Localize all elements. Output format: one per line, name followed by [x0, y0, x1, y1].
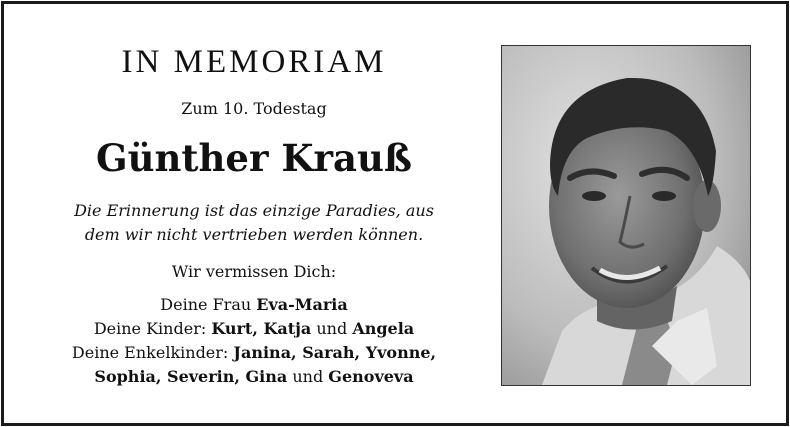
anniversary-line: Zum 10. Todestag — [181, 99, 327, 118]
grandchildren-last: Genoveva — [328, 367, 414, 386]
family-list — [34, 293, 474, 389]
child-last: Angela — [352, 319, 415, 338]
memoriam-heading: IN MEMORIAM — [121, 44, 387, 80]
deceased-name: Günther Krauß — [96, 136, 412, 180]
miss-you-line: Wir vermissen Dich: — [171, 262, 337, 281]
portrait-photo — [501, 45, 751, 386]
grandchildren-and: und — [287, 367, 329, 386]
grandchildren-prefix: Deine Enkelkinder: — [71, 343, 234, 362]
quote-line-2: dem wir nicht vertrieben werden können. — [84, 225, 424, 244]
wife-name: Eva-Maria — [256, 295, 348, 314]
grandchildren-names-2: Sophia, Severin, Gina — [94, 367, 288, 386]
children-names: Kurt, Katja — [211, 319, 312, 338]
wife-line — [34, 293, 474, 317]
quote-line-1: Die Erinnerung ist das einzige Paradies, aus — [74, 201, 434, 220]
obituary-frame — [1, 1, 789, 426]
grandchildren-line-1 — [34, 341, 474, 365]
children-prefix: Deine Kinder: — [93, 319, 212, 338]
wife-prefix: Deine Frau — [160, 295, 257, 314]
memorial-quote — [34, 199, 474, 247]
grandchildren-line-2 — [34, 365, 474, 389]
children-and: und — [311, 319, 353, 338]
portrait-photo-icon — [502, 46, 750, 385]
grandchildren-names-1: Janina, Sarah, Yvonne, — [233, 343, 437, 362]
children-line — [34, 317, 474, 341]
